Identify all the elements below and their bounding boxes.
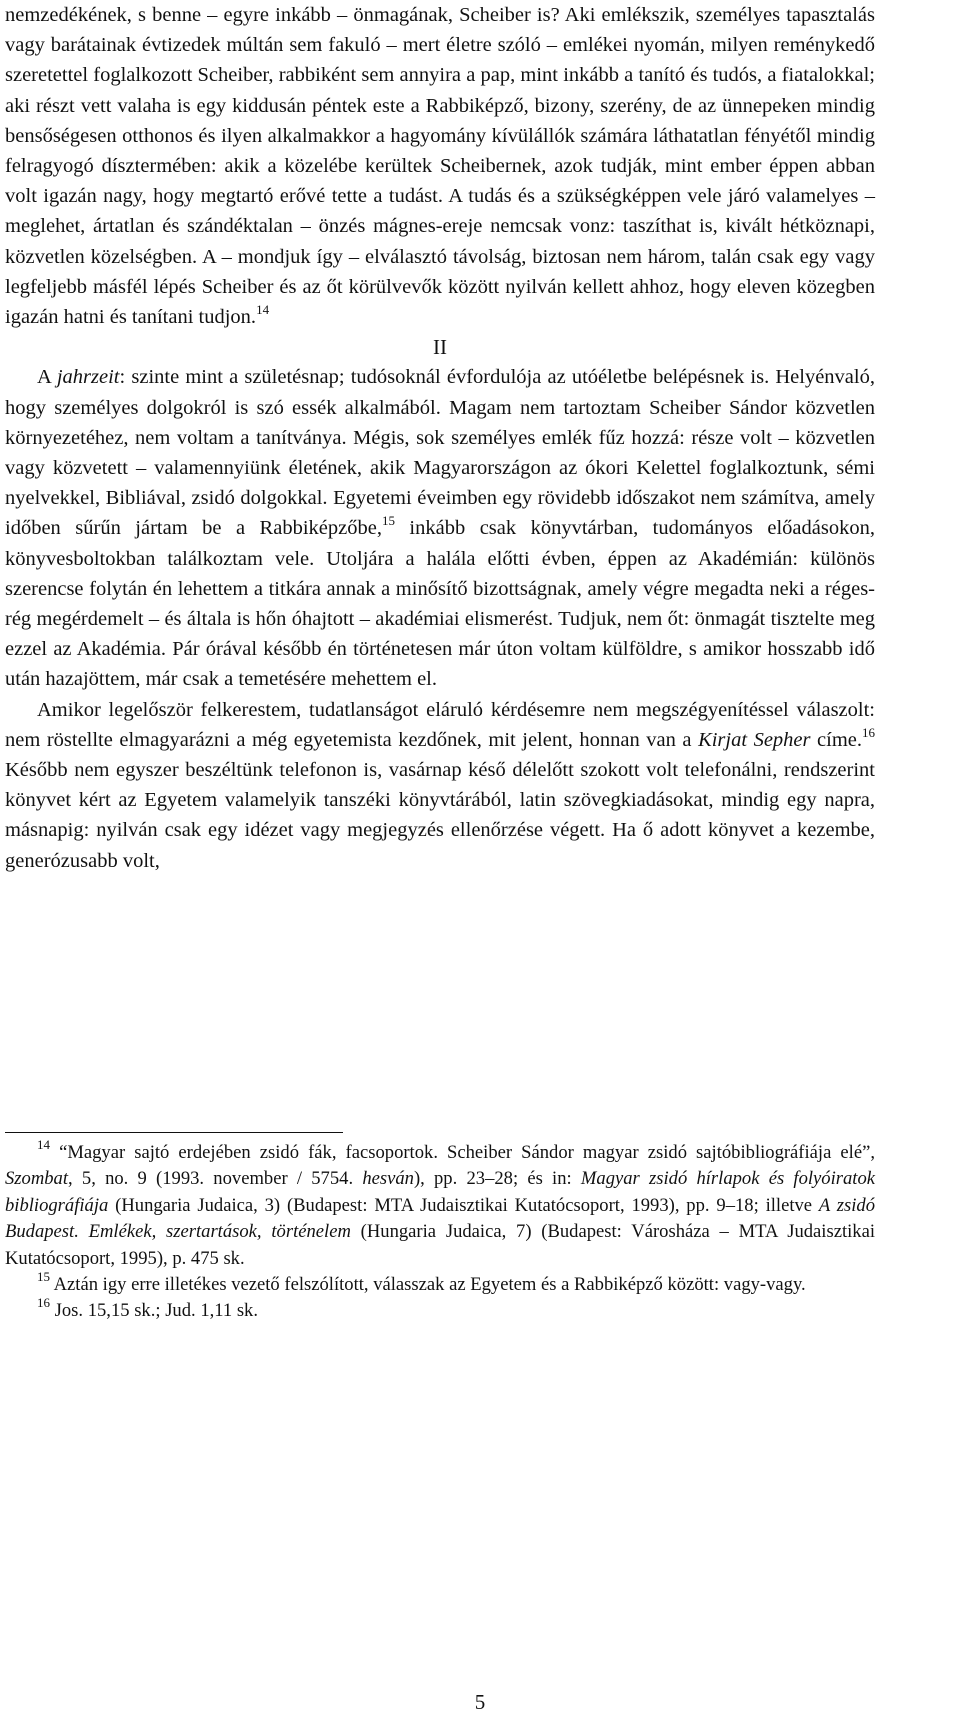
footnote-ref-15[interactable]: 15 — [381, 513, 395, 529]
paragraph-2-text: : szinte mint a születésnap; tudósoknál évfordulója az utóéletbe belépésnek is. Helyénvaló, hogy személyes dolgokról is szó essék alkalmából. Magam nem tartoztam Scheiber Sándor közvetlen környezetéhez, nem voltam a tanítványa. Mégis, sok személyes emlék fűz hozzá: része volt – közvetlen vagy közvetett – valamennyiünk életének, akik Magyarországon az ókori Kelettel foglalkoztunk, sémi nyelvekkel, Bibliával, zsidó dolgokkal. Egyetemi éveimben egy rövidebb időszakot nem számítva, amely időben sűrűn jártam be a Rabbiképzőbe, — [5, 366, 875, 540]
paragraph-2-start: A — [37, 366, 57, 389]
paragraph-3-text: címe. — [810, 728, 863, 751]
footnotes — [5, 1137, 876, 1325]
footnote-separator — [5, 1132, 343, 1133]
term-jahrzeit: jahrzeit — [56, 366, 120, 389]
footnote-14-text-c: ), pp. 23–28; és in: — [413, 1168, 581, 1190]
footnote-number-16: 16 — [37, 1295, 50, 1311]
paragraph-1-continuation: Aki emlékszik, személyes tapasztalás vagy barátainak évtizedek múltán sem fakuló – mert életre szóló – emlékei nyomán, milyen reménykedő szeretettel foglalkozott Scheiber, rabbiként sem annyira a pap, mint inkább a tanító és tudós, a fiatalokkal; aki részt vett valaha is egy kiddusán péntek este a Rabbiképző, bizony, szerény, de az ünnepeken mindig bensőségesen otthonos és ilyen alkalmakkor a hagyomány kívülállók számára láthatatlan fényétől mindig felragyogó dísztermében: akik a közelébe kerültek Scheibernek, azok tudják, mint ember éppen abban volt igazán nagy, hogy megtartó erővé tette a tudást. — [5, 4, 875, 208]
footnote-14-text-b: , 5, no. 9 (1993. november / 5754. — [68, 1168, 363, 1190]
paragraph-1 — [5, 0, 875, 332]
paragraph-1-serif-part: nemzedékének, s benne – egyre inkább – önmagának, Scheiber is? — [5, 4, 565, 26]
main-text — [5, 0, 875, 876]
paragraph-3-start: Amikor legelőször felkerestem, tudatlanságot eláruló kérdésemre nem megszégyenítéssel válaszolt: nem röstellte elmagyarázni a még egyetemista kezdőnek, mit jelent, honnan van a — [5, 698, 875, 751]
footnote-ref-16[interactable]: 16 — [862, 724, 876, 740]
paragraph-3-continuation: Később nem egyszer beszéltünk telefonon is, vasárnap késő délelőtt szokott volt telefonálni, rendszerint könyvet kért az Egyetem valamelyik tanszéki könyvtárából, latin szövegkiadásokat, mindig egy napra, másnapig: nyilván csak egy idézet vagy megjegyzés ellenőrzése végett. Ha ő adott könyvet a kezembe, generózusabb volt, — [5, 759, 875, 872]
footnote-15-text: Aztán igy erre illetékes vezető felszólított, válasszak az Egyetem és a Rabbiképző között: vagy-vagy. — [50, 1274, 806, 1296]
footnote-14-title-1: Magyar zsidó hírlapok és folyóiratok bibliográfiája — [5, 1168, 875, 1216]
footnote-14-title-2: A zsidó Budapest. Emlékek, szertartások, történelem — [5, 1194, 876, 1243]
footnote-14-text-a: “Magyar sajtó erdejében zsidó fák, facsoportok. Scheiber Sándor magyar zsidó sajtóbibliográfiája elé”, — [50, 1142, 875, 1163]
footnote-ref-14[interactable]: 14 — [256, 302, 270, 318]
paragraph-1-sentence-2: A tudás és a szükségképpen vele járó valamelyes – meglehet, ártatlan és szándéktalan – önzés mágnes-ereje nemcsak vonz: taszíthat is, kivált hétköznapi, közvetlen közelségben. — [5, 185, 875, 268]
footnote-15 — [5, 1269, 875, 1298]
page-number: 5 — [474, 1690, 486, 1714]
footnote-14-text-d: (Hungaria Judaica, 3) (Budapest: MTA Judaisztikai Kutatócsoport, 1993), pp. 9–18; illetve — [108, 1194, 819, 1216]
footnote-14-szombat: Szombat — [5, 1168, 69, 1190]
footnote-number-14: 14 — [37, 1137, 50, 1152]
paragraph-2 — [5, 362, 875, 694]
footnote-14-hesvan: hesván — [362, 1168, 414, 1190]
footnote-16-text: Jos. 15,15 sk.; Jud. 1,11 sk. — [50, 1300, 258, 1322]
footnote-14-text-e: (Hungaria Judaica, 7) (Budapest: Városháza – MTA Judaisztikai Kutatócsoport, 1995), p. 475 sk. — [5, 1221, 875, 1269]
paragraph-1-sentence-3: A – mondjuk így – elválasztó távolság, biztosan nem három, talán csak egy vagy legfeljebb másfél lépés Scheiber és az őt körülvevők között nyilván kellett ahhoz, hogy eleven közegben igazán hatni és tanítani tudjon. — [5, 245, 875, 329]
footnote-16 — [5, 1295, 875, 1324]
footnote-number-15: 15 — [37, 1269, 50, 1285]
title-kirjat-sepher: Kirjat Sepher — [698, 728, 811, 751]
footnote-14 — [5, 1137, 876, 1272]
paragraph-3 — [5, 695, 875, 876]
paragraph-2-continuation: inkább csak könyvtárban, tudományos előadásokon, könyvesboltokban találkoztam vele. Utoljára a halála előtti évben, éppen az Akadémián: különös szerencse folytán én lehettem a titkára annak a minősítő bizottságnak, amely végre megadta neki a réges-rég megérdemelt – és általa is hőn óhajtott – akadémiai elismerést. Tudjuk, nem őt: önmagát tisztelte meg ezzel az Akadémia. Pár órával később én történetesen már úton voltam külföldre, s amikor hosszabb idő után hazajöttem, már csak a temetésére mehettem el. — [5, 517, 875, 691]
section-heading: II — [433, 335, 447, 360]
